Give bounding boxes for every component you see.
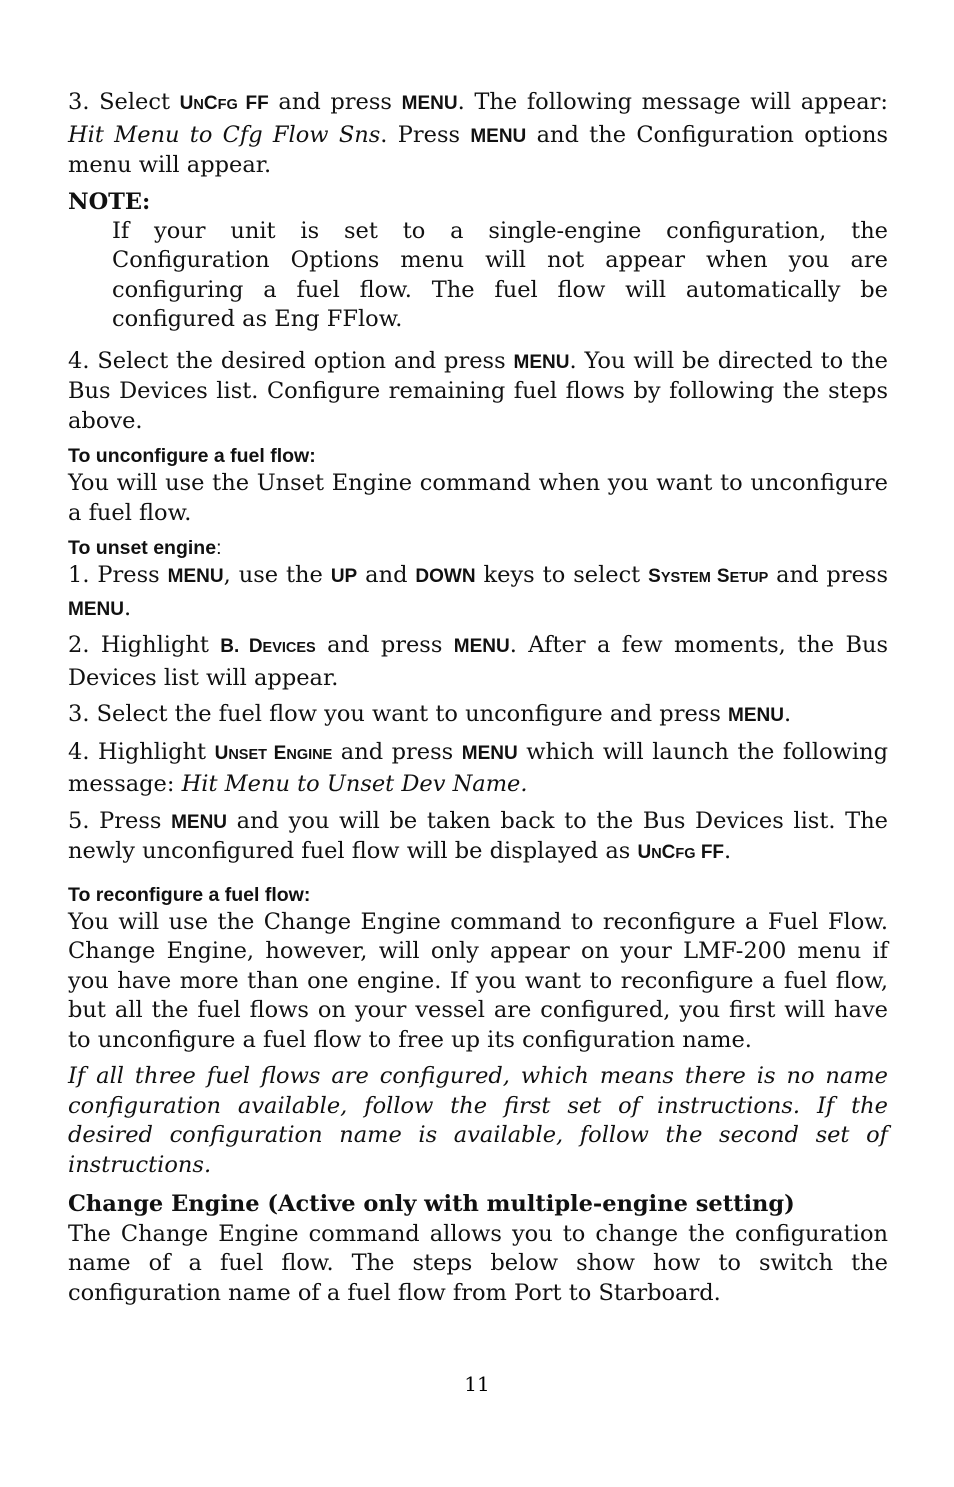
menu-key: MENU xyxy=(728,705,784,726)
unconfigure-heading: To unconfigure a fuel flow: xyxy=(68,445,316,467)
menu-key: MENU xyxy=(470,125,527,147)
menu-key: MENU xyxy=(461,742,518,764)
note-label: NOTE: xyxy=(68,188,151,215)
note-body: If your unit is set to a single-engine configuration, the Configuration Options menu will not appear when you are configuring a fuel flow. The fuel flow will automatically be configured as Eng FFlow. xyxy=(112,217,888,332)
change-engine-body: The Change Engine command allows you to change the configuration name of a fuel flow. The steps below show how to switch the configuration name of a fuel flow from Port to Starboard. xyxy=(68,1220,888,1306)
uncfg-ff-key: UNCFG FF xyxy=(179,93,269,114)
unconfigure-body: You will use the Unset Engine command when you want to unconfigure a fuel flow. xyxy=(68,470,888,526)
message-text: Hit Menu to Unset Dev Name. xyxy=(181,771,528,797)
menu-key: MENU xyxy=(401,93,458,114)
up-key: UP xyxy=(330,566,358,587)
system-setup-key: SYSTEM SETUP xyxy=(648,566,769,587)
step-4-paragraph: 4. Select the desired option and press MENU. You will be directed to the Bus Devices list. Configure remaining fuel flows by following the steps above. xyxy=(68,347,888,434)
down-key: DOWN xyxy=(415,566,476,587)
menu-key: MENU xyxy=(513,351,570,373)
unset-step-2: 2. Highlight B. DEVICES and press MENU. After a few moments, the Bus Devices list will appear. xyxy=(68,632,889,691)
unset-engine-key: UNSET ENGINE xyxy=(214,742,333,764)
unset-step-3: 3. Select the fuel flow you want to unconfigure and press MENU. xyxy=(68,701,792,727)
b-devices-key: B. DEVICES xyxy=(220,636,316,657)
message-text: Hit Menu to Cfg Flow Sns xyxy=(68,121,381,148)
menu-key: MENU xyxy=(171,811,228,833)
reconfigure-body: You will use the Change Engine command to reconfigure a Fuel Flow. Change Engine, however, will only appear on your LMF-200 menu if you have more than one engine. If you want to reconfigure a fuel flow, but all the fuel flows on your vessel are configured, you first will have to unconfigure a fuel flow to free up its configuration name. xyxy=(68,908,888,1053)
reconfigure-heading: To reconfigure a fuel flow: xyxy=(68,883,311,906)
step-3-paragraph: 3. Select UNCFG FF and press MENU. The following message will appear: Hit Menu to Cfg Flow Sns. Press MENU and the Configuration options menu will appear. xyxy=(68,89,888,178)
unset-step-4: 4. Highlight UNSET ENGINE and press MENU which will launch the following message: Hit Menu to Unset Dev Name. xyxy=(68,738,888,797)
unset-step-1: 1. Press MENU, use the UP and DOWN keys to select SYSTEM SETUP and press MENU. xyxy=(68,562,888,621)
menu-key: MENU xyxy=(453,636,510,657)
unset-engine-heading: To unset engine: xyxy=(68,537,222,559)
unset-step-5: 5. Press MENU and you will be taken back to the Bus Devices list. The newly unconfigured fuel flow will be displayed as UNCFG FF. xyxy=(68,807,888,864)
uncfg-ff-key: UNCFG FF xyxy=(637,842,725,863)
page-number: 11 xyxy=(464,1372,490,1396)
change-engine-heading: Change Engine (Active only with multiple-engine setting) xyxy=(68,1191,795,1217)
document-page xyxy=(68,88,888,1315)
menu-key: MENU xyxy=(68,598,124,620)
menu-key: MENU xyxy=(167,566,224,587)
reconfigure-italic-note: If all three fuel flows are configured, which means there is no name configuration available, follow the first set of instructions. If the desired configuration name is available, follow the second set of instructions. xyxy=(68,1063,888,1178)
